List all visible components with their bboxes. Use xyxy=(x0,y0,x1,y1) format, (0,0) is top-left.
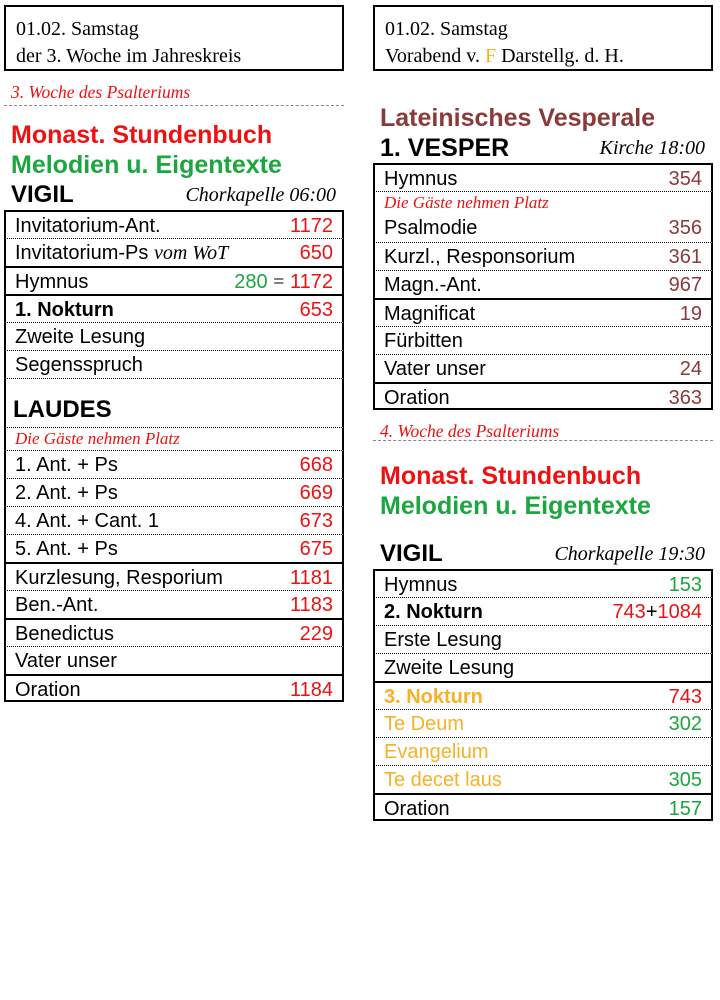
row-label: 1. Nokturn xyxy=(15,299,114,321)
row-kurzl xyxy=(373,242,713,270)
row-page: 675 xyxy=(299,538,333,560)
row-nokturn-3 xyxy=(373,681,713,709)
left-book-title: Monast. Stundenbuch xyxy=(11,121,273,149)
row-label: Oration xyxy=(384,798,450,820)
row-page: 668 xyxy=(299,454,333,476)
left-week-line: der 3. Woche im Jahreskreis xyxy=(16,45,242,67)
left-date-header xyxy=(4,5,344,71)
row-page: 19 xyxy=(679,303,702,325)
row-ant-1 xyxy=(4,450,344,478)
row-label: Te Deum xyxy=(384,713,465,735)
row-page: 653 xyxy=(299,299,333,321)
row-invit-ps xyxy=(4,238,344,266)
row-label: Oration xyxy=(15,679,81,701)
row-page: 650 xyxy=(299,242,333,264)
left-date-line: 01.02. Samstag xyxy=(16,18,139,40)
row-label: Zweite Lesung xyxy=(15,326,146,348)
right-column xyxy=(373,5,713,821)
row-page: 363 xyxy=(668,387,702,409)
row-segensspruch xyxy=(4,350,344,378)
row-label: Fürbitten xyxy=(384,330,463,352)
row-page: 302 xyxy=(668,713,702,735)
row-page: 1172 xyxy=(289,215,333,237)
row-ant-4 xyxy=(4,506,344,534)
vigil-location: Chorkapelle 19:30 xyxy=(554,543,705,565)
row-erste-lesung xyxy=(373,625,713,653)
row-evangelium xyxy=(373,737,713,765)
row-vater-unser xyxy=(4,646,344,674)
row-page-a: 280 xyxy=(234,271,268,293)
row-label: Benedictus xyxy=(15,623,114,645)
row-page: 157 xyxy=(668,798,702,820)
row-page: 356 xyxy=(668,217,702,239)
row-ant-5 xyxy=(4,534,344,562)
row-zweite-lesung xyxy=(4,322,344,350)
vesper-location: Kirche 18:00 xyxy=(599,137,705,159)
left-vigil-heading xyxy=(4,180,344,210)
feast-rank: F xyxy=(484,45,497,67)
row-hymnus xyxy=(4,266,344,294)
row-invit-ant xyxy=(4,210,344,238)
row-label: Kurzlesung, Resporium xyxy=(15,567,223,589)
laudes-note: Die Gäste nehmen Platz xyxy=(4,427,344,450)
row-oration xyxy=(373,382,713,410)
row-page: 361 xyxy=(668,246,702,268)
right-book-subtitle-2: Melodien u. Eigentexte xyxy=(380,492,651,520)
plus-sign: + xyxy=(645,601,658,623)
row-label: 1. Ant. + Ps xyxy=(15,454,118,476)
row-page: 153 xyxy=(668,574,702,596)
row-label: Hymnus xyxy=(384,168,458,190)
row-label: 5. Ant. + Ps xyxy=(15,538,118,560)
row-label: Zweite Lesung xyxy=(384,657,515,679)
row-label: Magnificat xyxy=(384,303,476,325)
row-page: 1183 xyxy=(289,594,333,616)
row-page: 743 xyxy=(668,686,702,708)
row-page: 669 xyxy=(299,482,333,504)
row-label: 4. Ant. + Cant. 1 xyxy=(15,510,159,532)
vigil-location: Chorkapelle 06:00 xyxy=(185,184,336,206)
vigil-title: VIGIL xyxy=(11,181,74,208)
row-label: Psalmodie xyxy=(384,217,478,239)
row-ant-2 xyxy=(4,478,344,506)
right-feast-line xyxy=(385,43,701,70)
row-page: 673 xyxy=(299,510,333,532)
row-label: Ben.-Ant. xyxy=(15,594,99,616)
row-magnificat xyxy=(373,298,713,326)
row-label: Invitatorium-Ant. xyxy=(15,215,161,237)
vesper-note: Die Gäste nehmen Platz xyxy=(373,191,713,214)
row-label: Kurzl., Responsorium xyxy=(384,246,576,268)
row-label: Magn.-Ant. xyxy=(384,274,482,296)
row-label: Erste Lesung xyxy=(384,629,502,651)
row-label: Invitatorium-Ps xyxy=(15,242,149,264)
row-benedictus xyxy=(4,618,344,646)
row-ben-ant xyxy=(4,590,344,618)
right-psalter-week: 4. Woche des Psalteriums xyxy=(373,410,713,441)
row-oration-vigil xyxy=(373,793,713,821)
row-page: 24 xyxy=(679,358,702,380)
row-page: 1181 xyxy=(289,567,333,589)
row-page: 1184 xyxy=(289,679,333,701)
row-hymnus xyxy=(373,163,713,191)
row-label: 2. Ant. + Ps xyxy=(15,482,118,504)
row-psalmodie xyxy=(373,214,713,242)
row-page: 967 xyxy=(668,274,702,296)
row-oration xyxy=(4,674,344,702)
row-label: 2. Nokturn xyxy=(384,601,483,623)
row-label: Oration xyxy=(384,387,450,409)
right-vigil-heading xyxy=(373,539,713,569)
feast-prefix: Vorabend v. xyxy=(385,45,480,67)
right-book-title-2: Monast. Stundenbuch xyxy=(380,462,642,490)
row-hymnus-vigil xyxy=(373,569,713,597)
row-te-deum xyxy=(373,709,713,737)
vesper-title: 1. VESPER xyxy=(380,134,510,162)
row-note: vom WoT xyxy=(153,242,229,264)
row-page-b: 1084 xyxy=(657,601,702,623)
row-vater-unser xyxy=(373,354,713,382)
row-label: Hymnus xyxy=(384,574,458,596)
right-date-header xyxy=(373,5,713,71)
row-page: 229 xyxy=(299,623,333,645)
row-fuerbitten xyxy=(373,326,713,354)
vigil-title: VIGIL xyxy=(380,540,443,567)
row-label: Vater unser xyxy=(15,650,117,672)
row-page: 354 xyxy=(668,168,702,190)
row-zweite-lesung xyxy=(373,653,713,681)
row-label: Hymnus xyxy=(15,271,89,293)
laudes-title: LAUDES xyxy=(13,396,112,423)
row-kurzlesung xyxy=(4,562,344,590)
row-label: Vater unser xyxy=(384,358,486,380)
row-label: Te decet laus xyxy=(384,769,502,791)
row-magn-ant xyxy=(373,270,713,298)
row-nokturn-2 xyxy=(373,597,713,625)
vesper-heading xyxy=(373,133,713,163)
feast-name: Darstellg. d. H. xyxy=(501,45,624,67)
row-te-decet-laus xyxy=(373,765,713,793)
right-date-line: 01.02. Samstag xyxy=(385,18,508,40)
row-nokturn-1 xyxy=(4,294,344,322)
left-column xyxy=(4,5,344,702)
right-book-title: Lateinisches Vesperale xyxy=(380,104,656,132)
laudes-heading xyxy=(4,393,344,427)
row-page: 305 xyxy=(668,769,702,791)
row-page-b: 1172 xyxy=(289,271,333,293)
row-label: Segensspruch xyxy=(15,354,143,376)
spacer xyxy=(4,378,344,393)
row-label: Evangelium xyxy=(384,741,489,763)
row-page-a: 743 xyxy=(612,601,646,623)
left-book-subtitle: Melodien u. Eigentexte xyxy=(11,151,282,179)
left-psalter-week: 3. Woche des Psalteriums xyxy=(4,71,344,106)
equals-sign: = xyxy=(273,271,285,293)
row-label: 3. Nokturn xyxy=(384,686,483,708)
